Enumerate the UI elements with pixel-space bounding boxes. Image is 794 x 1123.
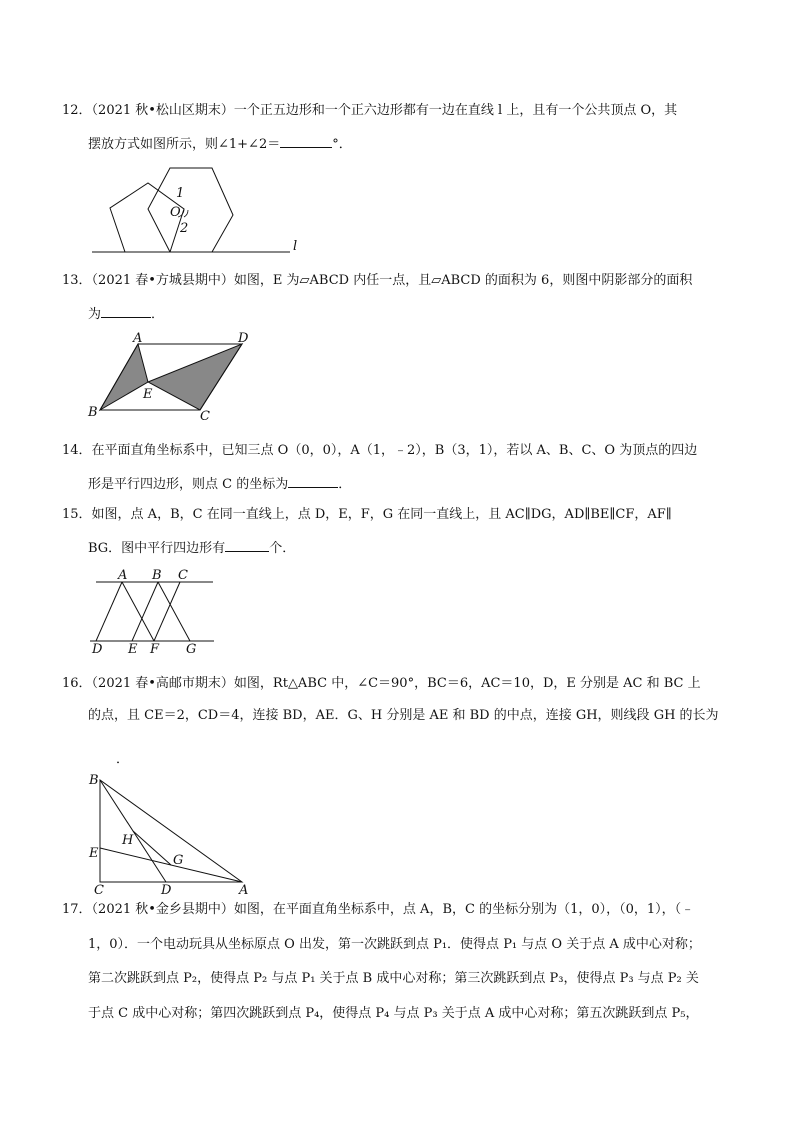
q15-point-a: A: [118, 568, 128, 583]
q13-text: 为: [88, 307, 102, 322]
q14-text: 形是平行四边形，则点 C 的坐标为: [88, 477, 289, 492]
q16-line2: 的点，且 CE＝2，CD＝4，连接 BD，AE．G、H 分别是 AE 和 BD 的中点，连接 GH，则线段 GH 的长为: [88, 708, 719, 723]
q12-angle2-label: 2: [180, 221, 189, 236]
q15-figure: [88, 566, 223, 656]
q16-point-b: B: [89, 773, 99, 788]
q16-point-a: A: [239, 883, 249, 898]
q16-figure: [86, 772, 256, 897]
q12-line2: [88, 133, 352, 155]
q15-answer-blank: [225, 537, 269, 552]
q12-text: 摆放方式如图所示，则∠1+∠2＝: [88, 137, 281, 152]
q17-line1: 17．（2021 秋•金乡县期中）如图，在平面直角坐标系中，点 A，B，C 的坐标分别为（1，0），（0，1），（﹣: [62, 902, 695, 917]
q15-point-b: B: [152, 568, 162, 583]
q15-point-d: D: [92, 642, 103, 657]
q14-period: ．: [338, 477, 352, 492]
q14-line1: 14．在平面直角坐标系中，已知三点 O（0，0），A（1，﹣2），B（3，1），若以 A、B、C、O 为顶点的四边: [62, 443, 698, 458]
q13-line1: 13．（2021 春•方城县期中）如图，E 为▱ABCD 内任一点，且▱ABCD 的面积为 6，则图中阴影部分的面积: [62, 273, 693, 288]
q12-figure: [90, 160, 310, 258]
q16-line1: 16．（2021 春•高邮市期末）如图，Rt△ABC 中，∠C＝90°，BC＝6，AC＝10，D，E 分别是 AC 和 BC 上: [62, 676, 701, 691]
q14-line2: [88, 473, 351, 495]
q15-point-e: E: [128, 642, 138, 657]
q16-point-c: C: [94, 883, 104, 898]
q12-answer-blank: [280, 133, 332, 148]
q16-point-e: E: [89, 846, 99, 861]
q13-answer-blank: [101, 303, 151, 318]
q13-point-b: B: [88, 405, 98, 420]
q16-line3: ．: [116, 752, 130, 767]
q13-figure: [88, 332, 268, 427]
q15-line1: 15．如图，点 A，B，C 在同一直线上，点 D，E，F，G 在同一直线上，且 AC∥DG，AD∥BE∥CF，AF∥: [62, 507, 672, 522]
q13-point-c: C: [200, 409, 210, 424]
q13-period: ．: [151, 307, 165, 322]
q14-answer-blank: [288, 473, 338, 488]
q16-point-d: D: [161, 883, 172, 898]
q12-angle1-label: 1: [176, 186, 185, 201]
q17-line3: 第二次跳跃到点 P₂，使得点 P₂ 与点 P₁ 关于点 B 成中心对称；第三次跳跃到点 P₃，使得点 P₃ 与点 P₂ 关: [88, 971, 699, 986]
q13-line2: [88, 303, 164, 325]
q15-text: BG．图中平行四边形有: [88, 541, 226, 556]
q12-line-l-label: l: [293, 239, 298, 254]
q15-line2: [88, 537, 295, 559]
q12-point-o-label: O: [170, 205, 181, 220]
q16-point-h: H: [122, 833, 134, 848]
q12-unit: °．: [332, 137, 352, 152]
q15-unit: 个．: [269, 541, 296, 556]
q13-point-a: A: [133, 331, 143, 346]
q13-point-d: D: [238, 331, 249, 346]
q16-point-g: G: [173, 853, 184, 868]
q17-line4: 于点 C 成中心对称；第四次跳跃到点 P₄，使得点 P₄ 与点 P₃ 关于点 A 成中心对称；第五次跳跃到点 P₅，: [88, 1006, 699, 1021]
q15-point-g: G: [186, 642, 197, 657]
q17-line2: 1，0）．一个电动玩具从坐标原点 O 出发，第一次跳跃到点 P₁．使得点 P₁ 与点 O 关于点 A 成中心对称；: [88, 937, 701, 952]
q13-point-e: E: [143, 387, 153, 402]
q15-point-f: F: [150, 642, 160, 657]
q15-point-c: C: [178, 568, 188, 583]
q12-line1: 12．（2021 秋•松山区期末）一个正五边形和一个正六边形都有一边在直线 l 上，且有一个公共顶点 O，其: [62, 103, 678, 118]
